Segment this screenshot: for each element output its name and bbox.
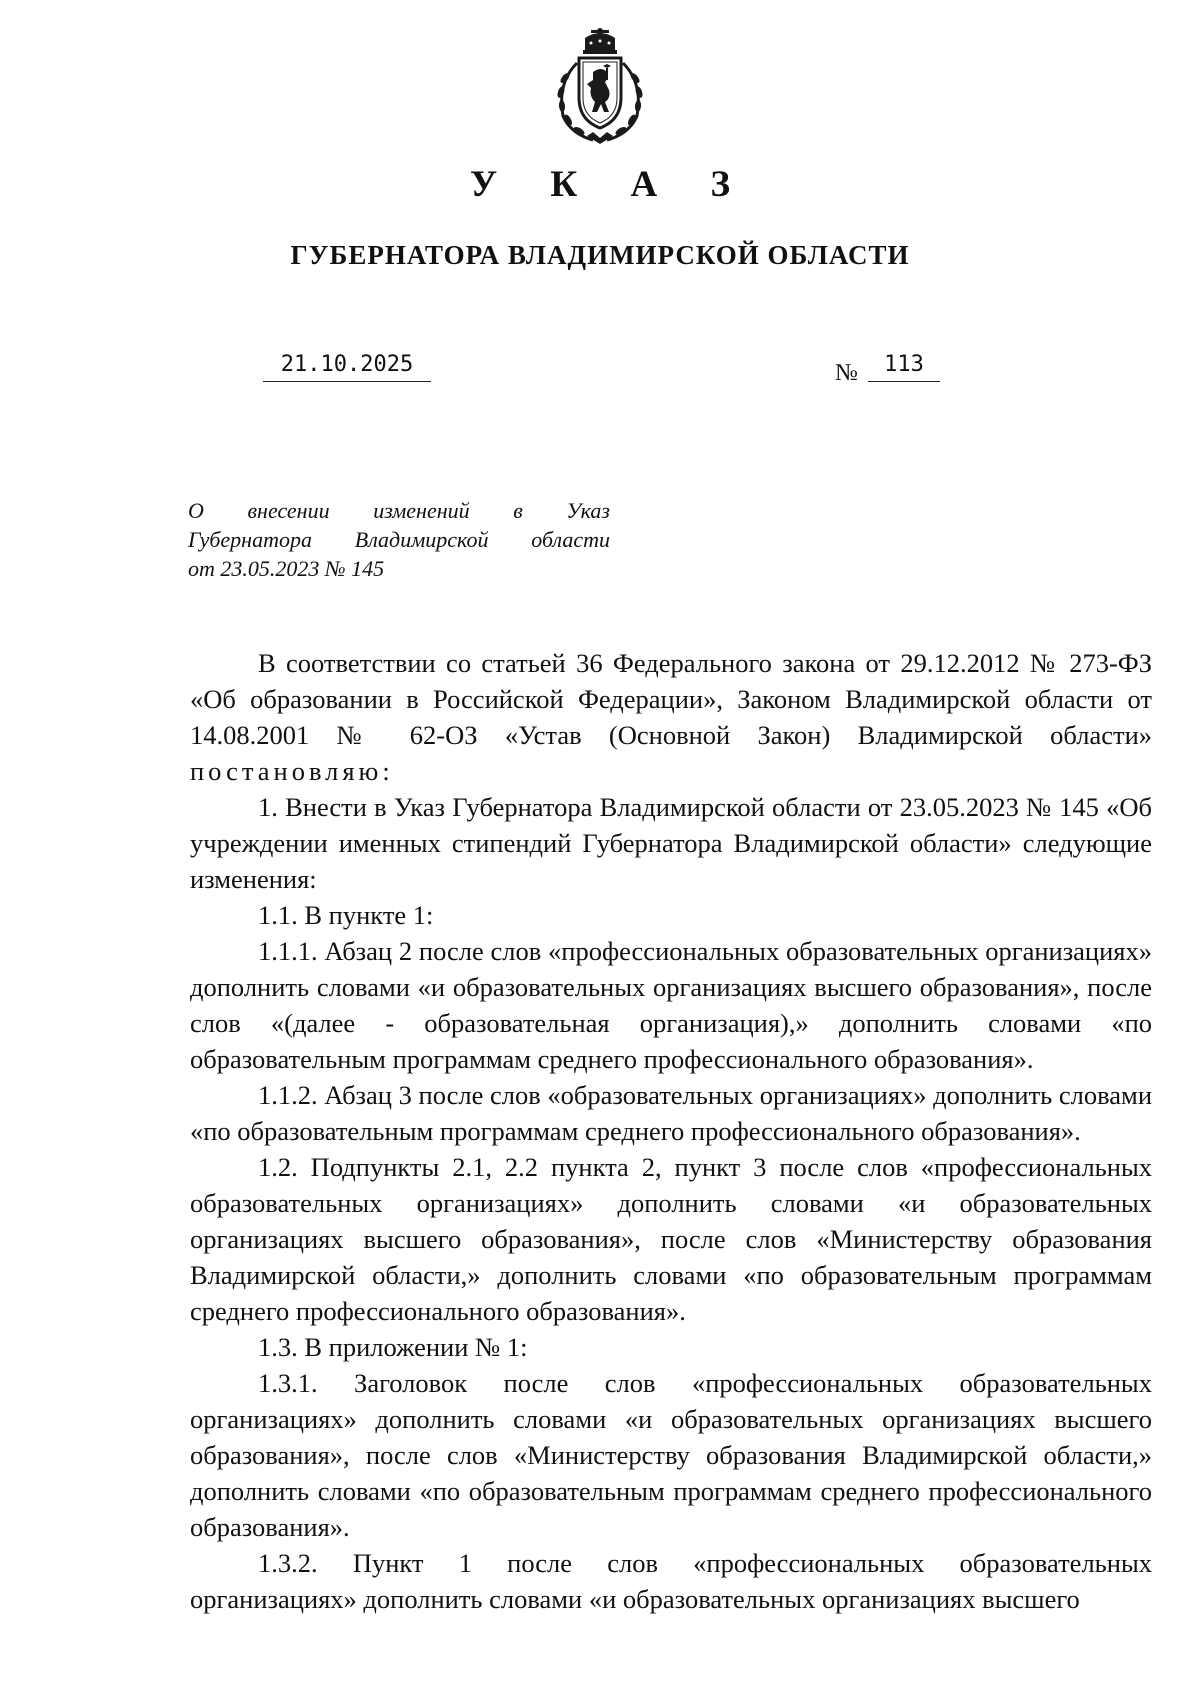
preamble-paragraph <box>190 645 1152 789</box>
document-date: 21.10.2025 <box>263 352 431 382</box>
body-paragraph: 1.1.1. Абзац 2 после слов «профессиональных образовательных организациях» дополнить словами «и образовательных организациях высшего образования», после слов «(далее - образовательная организация),» дополнить словами «по образовательным программам среднего профессионального образования». <box>190 936 1152 1074</box>
document-body <box>190 645 1152 1617</box>
preamble-text: В соответствии со статьей 36 Федерального закона от 29.12.2012 № 273-ФЗ «Об образовании в Российской Федерации», Законом Владимирской области от 14.08.2001 № 62-ОЗ «Устав (Основной Закон) Владимирской области» <box>190 648 1152 750</box>
subject-line: Губернатора Владимирской области <box>188 527 610 552</box>
coat-of-arms-icon <box>549 28 651 146</box>
number-sign: № <box>835 360 858 386</box>
body-paragraph: 1.3.1. Заголовок после слов «профессиональных образовательных организациях» дополнить словами «и образовательных организациях высшего образования», после слов «Министерству образования Владимирской области,» дополнить словами «по образовательным программам среднего профессионального образования». <box>190 1368 1152 1542</box>
preamble-decree-word: постановляю: <box>190 756 394 786</box>
subject-line: О внесении изменений в Указ <box>188 498 610 523</box>
body-paragraph: 1.3. В приложении № 1: <box>258 1332 528 1362</box>
body-paragraph: 1. Внести в Указ Губернатора Владимирской области от 23.05.2023 № 145 «Об учреждении именных стипендий Губернатора Владимирской области» следующие изменения: <box>190 792 1152 894</box>
body-paragraph: 1.3.2. Пункт 1 после слов «профессиональных образовательных организациях» дополнить словами «и образовательных организациях высшего <box>190 1548 1152 1614</box>
subject-line: от 23.05.2023 № 145 <box>188 556 385 581</box>
issuer-title: ГУБЕРНАТОРА ВЛАДИМИРСКОЙ ОБЛАСТИ <box>290 240 910 270</box>
document-subject <box>188 496 610 583</box>
body-paragraph: 1.2. Подпункты 2.1, 2.2 пункта 2, пункт 3 после слов «профессиональных образовательных организациях» дополнить словами «и образовательных организациях высшего образования», после слов «Министерству образования Владимирской области,» дополнить словами «по образовательным программам среднего профессионального образования». <box>190 1152 1152 1326</box>
body-paragraph: 1.1. В пункте 1: <box>258 900 434 930</box>
document-title: У К А З <box>470 164 752 205</box>
document-number: 113 <box>868 352 940 382</box>
body-paragraph: 1.1.2. Абзац 3 после слов «образовательных организациях» дополнить словами «по образовательным программам среднего профессионального образования». <box>190 1080 1152 1146</box>
